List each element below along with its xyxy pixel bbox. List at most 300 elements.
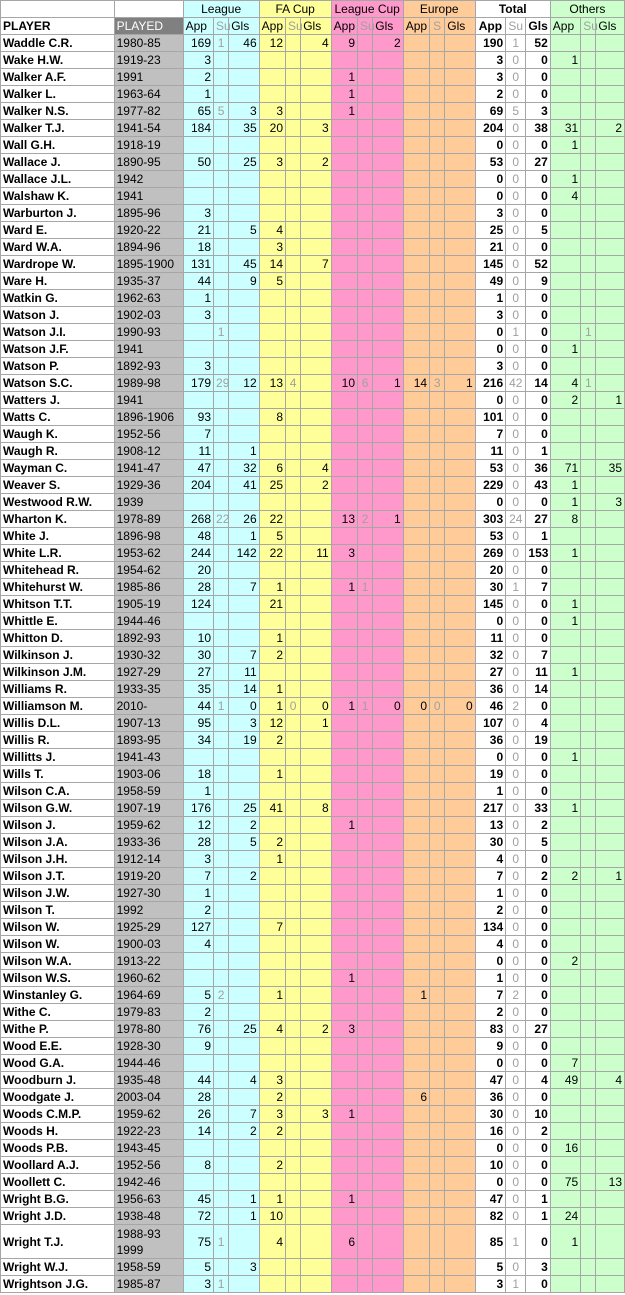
total-gls: 0 [526,1157,550,1174]
facup-gls [301,749,331,766]
europe-gls [445,868,475,885]
europe-gls [445,1038,475,1055]
others-app [550,154,580,171]
europe-sub [430,647,445,664]
leaguecup-app [331,341,357,358]
table-row [1,664,625,681]
total-app: 1 [475,885,505,902]
league-sub [214,1089,229,1106]
leaguecup-gls [373,579,403,596]
facup-sub [286,562,301,579]
league-app [183,341,213,358]
played-years: 1920-22 [114,222,183,239]
league-sub [214,1174,229,1191]
total-gls: 1 [526,1208,550,1225]
europe-sub [430,953,445,970]
facup-sub [286,511,301,528]
leaguecup-app [331,120,357,137]
leaguecup-sub [358,494,373,511]
total-sub: 1 [506,1276,526,1293]
leaguecup-gls [373,1174,403,1191]
facup-gls [301,86,331,103]
europe-app [403,1055,429,1072]
facup-app: 13 [259,375,285,392]
others-app [550,851,580,868]
league-app: 1 [183,885,213,902]
facup-app [259,1259,285,1276]
player-name: Willitts J. [1,749,115,766]
total-group-header: Total [475,1,550,18]
league-sub [214,222,229,239]
total-gls: 0 [526,358,550,375]
europe-gls [445,766,475,783]
total-gls: 0 [526,613,550,630]
others-sub [581,579,596,596]
europe-gls [445,1140,475,1157]
table-row [1,681,625,698]
others-app [550,324,580,341]
facup-sub [286,1157,301,1174]
europe-sub [430,868,445,885]
others-gls-header: Gls [596,18,625,35]
league-gls: 5 [229,834,259,851]
facup-sub [286,1174,301,1191]
leaguecup-sub [358,1021,373,1038]
total-app: 36 [475,681,505,698]
table-row [1,341,625,358]
table-row [1,443,625,460]
others-sub [581,698,596,715]
league-sub [214,630,229,647]
total-gls: 0 [526,766,550,783]
league-gls: 19 [229,732,259,749]
league-gls [229,902,259,919]
played-years: 1941-54 [114,120,183,137]
europe-gls-header: Gls [445,18,475,35]
player-name: Wardrope W. [1,256,115,273]
total-app: 53 [475,154,505,171]
facup-gls: 0 [301,698,331,715]
europe-sub [430,69,445,86]
leaguecup-sub [358,851,373,868]
table-row [1,732,625,749]
others-gls [596,1140,625,1157]
leaguecup-gls [373,205,403,222]
played-years: 1930-32 [114,647,183,664]
europe-sub [430,511,445,528]
facup-sub [286,987,301,1004]
leaguecup-gls [373,919,403,936]
europe-gls [445,1021,475,1038]
europe-sub [430,1259,445,1276]
table-row [1,1021,625,1038]
facup-gls [301,868,331,885]
total-gls: 0 [526,86,550,103]
facup-app: 12 [259,35,285,52]
league-sub: 1 [214,1276,229,1293]
leaguecup-app: 9 [331,35,357,52]
total-app: 0 [475,1174,505,1191]
total-app: 216 [475,375,505,392]
others-app: 1 [550,596,580,613]
league-sub: 1 [214,324,229,341]
facup-gls: 11 [301,545,331,562]
player-name: Woollard A.J. [1,1157,115,1174]
others-sub [581,749,596,766]
league-gls [229,970,259,987]
total-sub: 0 [506,341,526,358]
total-app: 1 [475,783,505,800]
table-row [1,477,625,494]
leaguecup-app [331,1208,357,1225]
league-sub [214,1191,229,1208]
europe-app [403,783,429,800]
played-years: 1903-06 [114,766,183,783]
league-gls: 1 [229,1191,259,1208]
played-years: 1980-85 [114,35,183,52]
facup-sub [286,460,301,477]
league-gls [229,1038,259,1055]
total-app: 3 [475,205,505,222]
league-gls: 9 [229,273,259,290]
leaguecup-sub [358,103,373,120]
others-app [550,1259,580,1276]
total-gls: 27 [526,511,550,528]
europe-app [403,205,429,222]
table-row [1,902,625,919]
leaguecup-app [331,1259,357,1276]
europe-gls [445,1089,475,1106]
europe-sub [430,1208,445,1225]
europe-gls [445,120,475,137]
table-row [1,358,625,375]
played-years: 1941-43 [114,749,183,766]
europe-gls: 0 [445,698,475,715]
played-years: 1978-80 [114,1021,183,1038]
league-sub [214,307,229,324]
league-app: 12 [183,817,213,834]
league-app [183,137,213,154]
total-sub: 0 [506,630,526,647]
others-gls [596,630,625,647]
leaguecup-gls [373,800,403,817]
facup-sub [286,137,301,154]
leaguecup-app [331,494,357,511]
facup-gls [301,290,331,307]
total-gls: 0 [526,409,550,426]
total-app: 0 [475,392,505,409]
leaguecup-gls [373,358,403,375]
others-sub [581,1123,596,1140]
facup-gls [301,222,331,239]
others-gls: 13 [596,1174,625,1191]
facup-sub [286,222,301,239]
league-gls [229,324,259,341]
facup-gls: 7 [301,256,331,273]
total-gls: 14 [526,681,550,698]
europe-sub [430,341,445,358]
others-sub: 1 [581,324,596,341]
facup-gls [301,1038,331,1055]
europe-gls [445,511,475,528]
others-gls [596,1055,625,1072]
played-years: 1941-47 [114,460,183,477]
league-sub [214,919,229,936]
others-sub [581,35,596,52]
leaguecup-app [331,885,357,902]
others-gls [596,1225,625,1259]
player-name: Whitehurst W. [1,579,115,596]
others-sub [581,596,596,613]
leaguecup-sub [358,749,373,766]
facup-sub [286,1106,301,1123]
league-sub-header: Su [214,18,229,35]
facup-sub [286,1140,301,1157]
table-row [1,1225,625,1259]
total-app: 47 [475,1072,505,1089]
facup-sub [286,154,301,171]
others-gls [596,766,625,783]
europe-sub [430,596,445,613]
total-app: 229 [475,477,505,494]
played-years: 1938-48 [114,1208,183,1225]
europe-app [403,936,429,953]
total-app: 27 [475,664,505,681]
others-app: 1 [550,137,580,154]
total-gls: 0 [526,341,550,358]
played-years: 1942-46 [114,1174,183,1191]
europe-sub [430,970,445,987]
europe-gls [445,902,475,919]
europe-app [403,1072,429,1089]
league-app: 95 [183,715,213,732]
total-sub: 0 [506,749,526,766]
europe-sub [430,1106,445,1123]
facup-app: 6 [259,460,285,477]
others-sub [581,137,596,154]
total-sub: 0 [506,188,526,205]
total-app: 101 [475,409,505,426]
total-sub: 0 [506,783,526,800]
others-app: 1 [550,1225,580,1259]
others-gls [596,273,625,290]
league-gls: 3 [229,1259,259,1276]
league-sub [214,885,229,902]
others-sub [581,103,596,120]
league-sub [214,137,229,154]
europe-sub [430,545,445,562]
europe-app [403,290,429,307]
leaguecup-sub [358,443,373,460]
league-app [183,970,213,987]
total-app: 269 [475,545,505,562]
total-sub: 0 [506,1055,526,1072]
total-gls: 0 [526,1038,550,1055]
facup-app: 1 [259,630,285,647]
league-app: 34 [183,732,213,749]
europe-sub-header: S [430,18,445,35]
leaguecup-app: 1 [331,817,357,834]
facup-sub [286,783,301,800]
others-app: 4 [550,188,580,205]
total-sub: 0 [506,477,526,494]
europe-sub [430,256,445,273]
league-gls [229,1140,259,1157]
others-gls: 1 [596,868,625,885]
europe-app [403,715,429,732]
others-gls [596,103,625,120]
facup-sub [286,596,301,613]
europe-gls [445,1259,475,1276]
total-app: 1 [475,290,505,307]
facup-app: 41 [259,800,285,817]
league-sub [214,749,229,766]
total-sub: 0 [506,1259,526,1276]
europe-gls [445,647,475,664]
facup-gls-header: Gls [301,18,331,35]
others-sub [581,630,596,647]
others-app [550,919,580,936]
europe-gls [445,1123,475,1140]
total-gls: 33 [526,800,550,817]
europe-app [403,1106,429,1123]
europe-sub [430,834,445,851]
leaguecup-app [331,358,357,375]
league-gls [229,885,259,902]
europe-sub [430,86,445,103]
league-gls-header: Gls [229,18,259,35]
others-sub [581,545,596,562]
league-sub [214,477,229,494]
league-app [183,1055,213,1072]
league-sub [214,52,229,69]
leaguecup-gls [373,1055,403,1072]
league-app: 65 [183,103,213,120]
others-app: 71 [550,460,580,477]
total-app: 19 [475,766,505,783]
leaguecup-sub [358,307,373,324]
total-gls: 0 [526,851,550,868]
facup-app [259,494,285,511]
total-sub: 0 [506,256,526,273]
leaguecup-sub-header: Su [358,18,373,35]
player-name: Wilkinson J.M. [1,664,115,681]
leaguecup-gls: 2 [373,35,403,52]
leaguecup-app [331,290,357,307]
total-sub: 0 [506,596,526,613]
total-app: 5 [475,1259,505,1276]
played-years: 1985-87 [114,1276,183,1293]
others-gls [596,1208,625,1225]
others-gls [596,613,625,630]
player-name: Wilson W. [1,936,115,953]
total-gls: 0 [526,205,550,222]
total-gls: 0 [526,171,550,188]
league-app: 1 [183,86,213,103]
total-app: 82 [475,1208,505,1225]
table-row [1,460,625,477]
leaguecup-sub [358,885,373,902]
player-name: Williams R. [1,681,115,698]
played-years: 1902-03 [114,307,183,324]
facup-gls [301,528,331,545]
others-gls: 2 [596,120,625,137]
total-sub: 0 [506,1191,526,1208]
played-years: 1933-35 [114,681,183,698]
leaguecup-app: 1 [331,1106,357,1123]
others-app [550,307,580,324]
others-sub [581,647,596,664]
leaguecup-app [331,783,357,800]
leaguecup-app [331,664,357,681]
player-name: Withe P. [1,1021,115,1038]
leaguecup-gls [373,970,403,987]
table-row [1,1208,625,1225]
others-app [550,885,580,902]
others-sub [581,902,596,919]
facup-app [259,358,285,375]
facup-app: 3 [259,1106,285,1123]
total-sub: 0 [506,664,526,681]
played-years: 1952-56 [114,1157,183,1174]
total-gls: 36 [526,460,550,477]
leaguecup-sub [358,919,373,936]
total-app: 7 [475,868,505,885]
facup-sub [286,1259,301,1276]
table-row [1,137,625,154]
played-years: 1933-36 [114,834,183,851]
league-sub [214,596,229,613]
leaguecup-app [331,188,357,205]
leaguecup-sub [358,392,373,409]
facup-app: 2 [259,1157,285,1174]
europe-gls [445,987,475,1004]
total-app: 30 [475,579,505,596]
player-name: Wall G.H. [1,137,115,154]
leaguecup-sub [358,256,373,273]
europe-app [403,324,429,341]
leaguecup-sub [358,1225,373,1259]
league-gls: 142 [229,545,259,562]
facup-app [259,341,285,358]
league-sub [214,409,229,426]
europe-gls [445,970,475,987]
league-app: 2 [183,902,213,919]
leaguecup-app: 10 [331,375,357,392]
league-gls [229,1089,259,1106]
leaguecup-sub [358,783,373,800]
others-sub [581,681,596,698]
league-app [183,494,213,511]
others-app [550,1089,580,1106]
total-gls: 3 [526,1259,550,1276]
others-app: 1 [550,52,580,69]
europe-gls [445,86,475,103]
europe-sub [430,52,445,69]
leaguecup-sub [358,630,373,647]
leaguecup-gls [373,1225,403,1259]
leaguecup-app [331,256,357,273]
league-app: 27 [183,664,213,681]
others-app [550,290,580,307]
europe-app [403,426,429,443]
others-sub [581,290,596,307]
others-app [550,834,580,851]
played-years: 1894-96 [114,239,183,256]
leaguecup-gls [373,1089,403,1106]
total-sub: 0 [506,171,526,188]
table-row [1,120,625,137]
